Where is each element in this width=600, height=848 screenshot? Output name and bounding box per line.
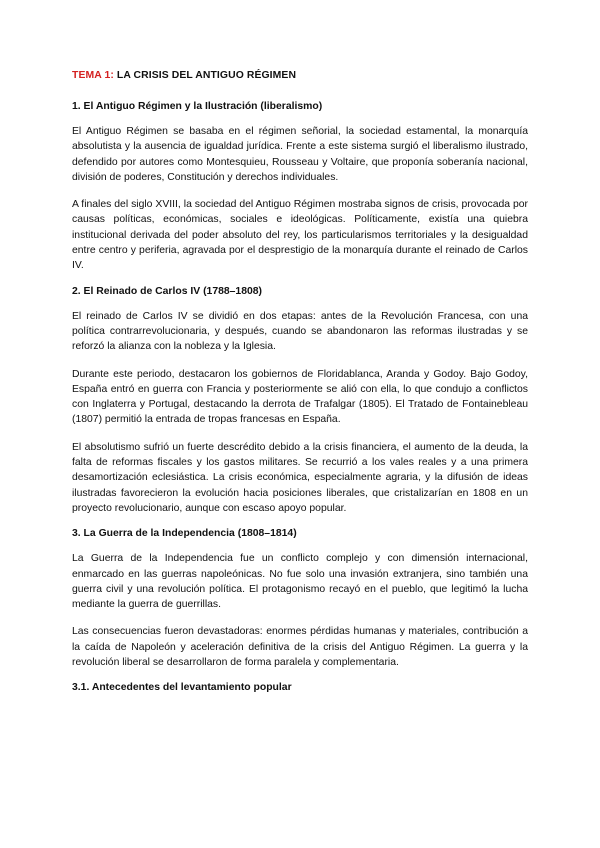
paragraph: El Antiguo Régimen se basaba en el régimen señorial, la sociedad estamental, la monarquía absolutista y la ausencia de igualdad jurídica. Frente a este sistema surgió el liberalismo ilustrado, defendido por autores como Montesquieu, Rousseau y Voltaire, que proponía soberanía nacional, división de poderes, Constitución y derechos individuales. (72, 126, 528, 183)
paragraph: A finales del siglo XVIII, la sociedad del Antiguo Régimen mostraba signos de crisis, provocada por causas políticas, económicas, sociales e ideológicas. Políticamente, existía una quiebra institucional derivada del poder absoluto del rey, los particularismos territoriales y la desigualdad entre centro y periferia, agravada por el desprestigio de la monarquía durante el reinado de Carlos IV. (72, 199, 528, 272)
paragraph: El absolutismo sufrió un fuerte descrédito debido a la crisis financiera, el aumento de la deuda, la falta de reformas fiscales y los gastos militares. Se recurrió a los vales reales y a una primera desamortización eclesiástica. La crisis económica, especialmente agraria, y la difusión de ideas ilustradas favorecieron la evolución hacia posiciones liberales, que cristalizarían en 1808 en un proyecto revolucionario, aunque con escaso apoyo popular. (72, 441, 528, 514)
title-text: LA CRISIS DEL ANTIGUO RÉGIMEN (116, 70, 297, 81)
section-heading: 1. El Antiguo Régimen y la Ilustración (liberalismo) (72, 101, 323, 112)
section-1 (72, 101, 528, 274)
section-2 (72, 286, 528, 517)
section-heading: 2. El Reinado de Carlos IV (1788–1808) (72, 285, 263, 297)
paragraph: Durante este periodo, destacaron los gobiernos de Floridablanca, Aranda y Godoy. Bajo Godoy, España entró en guerra con Francia y posteriormente se alió con ella, lo que condujo a conflictos con Inglaterra y Portugal, destacando la derrota de Trafalgar (1805). El Tratado de Fontainebleau (1807) permitió la entrada de tropas francesas en España. (72, 368, 528, 426)
section-3 (72, 528, 528, 670)
paragraph: El reinado de Carlos IV se dividió en dos etapas: antes de la Revolución Francesa, con una política contrarrevolucionaria, y después, cuando se abandonaron las reformas ilustradas y se reforzó la alianza con la nobleza y la Iglesia. (72, 310, 528, 353)
section-3-1 (72, 682, 528, 693)
section-heading: 3. La Guerra de la Independencia (1808–1814) (72, 528, 297, 540)
subsection-heading: 3.1. Antecedentes del levantamiento popular (72, 682, 292, 694)
paragraph: Las consecuencias fueron devastadoras: enormes pérdidas humanas y materiales, contribución a la caída de Napoleón y aceleración definitiva de la crisis del Antiguo Régimen. La guerra y la revolución liberal se desarrollaron de forma paralela y complementaria. (72, 626, 528, 669)
paragraph: La Guerra de la Independencia fue un conflicto complejo y con dimensión internacional, enmarcado en las guerras napoleónicas. No fue solo una invasión extranjera, sino también una guerra civil y una revolución política. El protagonismo recayó en el pueblo, que legitimó la lucha mediante la guerra de guerrillas. (72, 553, 528, 611)
document-title (72, 70, 528, 81)
title-prefix: TEMA 1: (72, 70, 114, 81)
